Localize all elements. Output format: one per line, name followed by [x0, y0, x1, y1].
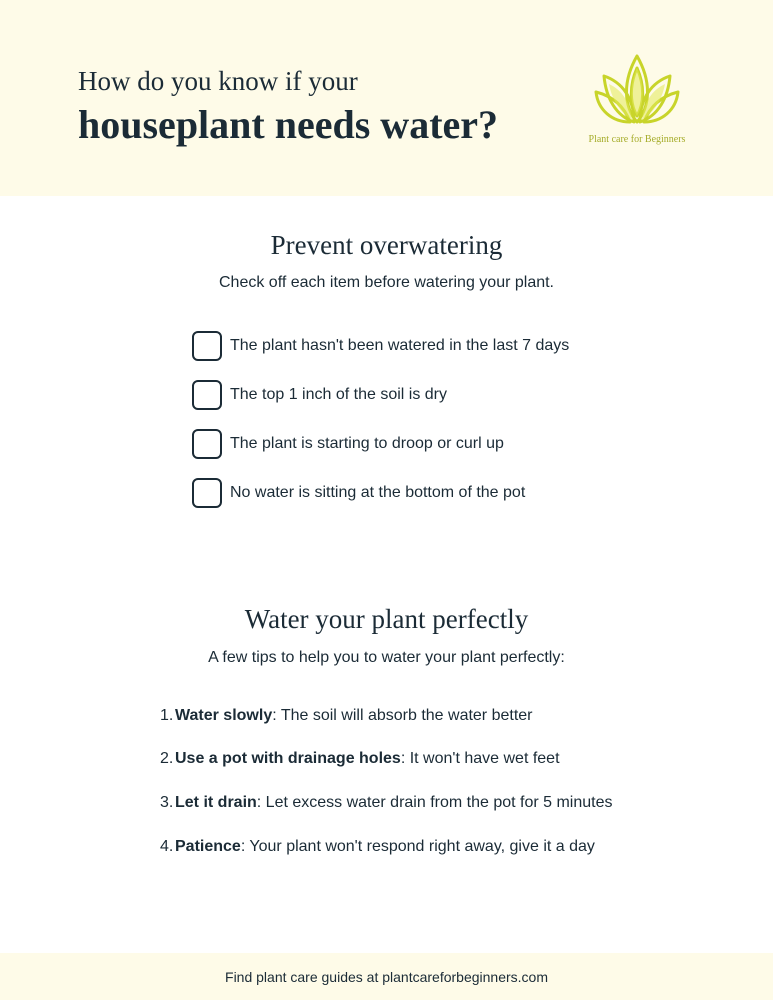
tip-text: : It won't have wet feet	[400, 750, 560, 767]
checkbox[interactable]	[192, 478, 222, 508]
tips-section-title: Water your plant perfectly	[244, 604, 529, 634]
tip-list-item	[160, 838, 595, 856]
checklist-item-label: The plant hasn't been watered in the last 7 days	[230, 337, 570, 354]
footer-banner	[0, 953, 773, 1000]
tip-number: 2.	[160, 750, 174, 767]
prevent-section-subtitle: Check off each item before watering your plant.	[219, 274, 554, 291]
footer-text: Find plant care guides at plantcareforbeginners.com	[225, 969, 548, 985]
checklist-item[interactable]	[192, 429, 612, 459]
tip-heading: Use a pot with drainage holes	[175, 750, 401, 767]
tip-text: : Let excess water drain from the pot for 5 minutes	[256, 794, 613, 811]
tip-number: 3.	[160, 794, 174, 811]
brand-logo	[574, 52, 700, 152]
tip-text: : The soil will absorb the water better	[272, 707, 533, 724]
tip-heading: Let it drain	[175, 794, 257, 811]
tip-number: 1.	[160, 707, 174, 724]
tip-text: : Your plant won't respond right away, give it a day	[240, 838, 595, 855]
tip-list-item	[160, 794, 613, 812]
checklist-item-label: The top 1 inch of the soil is dry	[230, 386, 447, 403]
checklist-item[interactable]	[192, 478, 612, 508]
prevent-section-title: Prevent overwatering	[270, 230, 503, 260]
checkbox[interactable]	[192, 331, 222, 361]
checklist-item-label: The plant is starting to droop or curl up	[230, 435, 504, 452]
lotus-leaves-icon	[594, 52, 680, 124]
checklist-item[interactable]	[192, 331, 612, 361]
checkbox[interactable]	[192, 380, 222, 410]
tip-list-item	[160, 750, 560, 768]
checklist-item-label: No water is sitting at the bottom of the pot	[230, 484, 526, 501]
page-title-line-2: houseplant needs water?	[78, 102, 499, 147]
tip-heading: Water slowly	[175, 707, 273, 724]
checkbox[interactable]	[192, 429, 222, 459]
header-banner	[0, 0, 773, 196]
tip-number: 4.	[160, 838, 174, 855]
checklist-item[interactable]	[192, 380, 612, 410]
brand-name: Plant care for Beginners	[588, 134, 686, 145]
tip-list-item	[160, 707, 533, 725]
page-title-line-1: How do you know if your	[78, 66, 358, 96]
tips-section-subtitle: A few tips to help you to water your plant perfectly:	[208, 649, 565, 666]
tip-heading: Patience	[175, 838, 241, 855]
